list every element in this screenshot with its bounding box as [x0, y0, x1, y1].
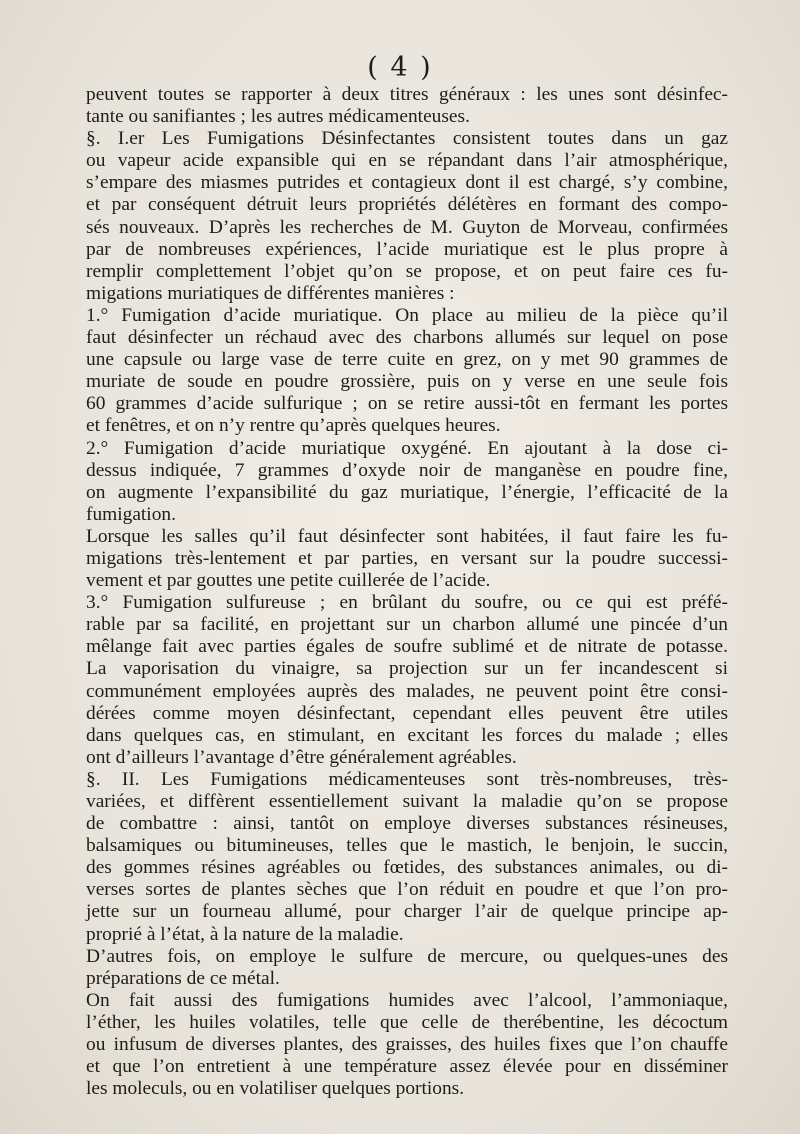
text-line: 60 grammes d’acide sulfurique ; on se retire aussi-tôt en fermant les portes — [86, 393, 728, 415]
text-line: par de nombreuses expériences, l’acide muriatique est le plus propre à — [86, 238, 728, 260]
text-line: les moleculs, ou en volatiliser quelques portions. — [86, 1078, 465, 1100]
text-line: et fenêtres, et on n’y rentre qu’après quelques heures. — [86, 415, 501, 437]
text-line: fumigation. — [86, 503, 176, 525]
text-line: Lorsque les salles qu’il faut désinfecter sont habitées, il faut faire les fu- — [86, 525, 728, 547]
text-line: balsamiques ou bitumineuses, telles que le mastich, le benjoin, le succin, — [86, 835, 728, 857]
text-line: On fait aussi des fumigations humides avec l’alcool, l’ammoniaque, — [86, 989, 728, 1011]
text-line: verses sortes de plantes sèches que l’on réduit en poudre et que l’on pro- — [86, 879, 728, 901]
text-line: préparations de ce métal. — [86, 967, 280, 989]
text-line: communément employées auprès des malades, ne peuvent point être consi- — [86, 680, 728, 702]
section-heading-line: §. II. Les Fumigations médicamenteuses sont très-nombreuses, très- — [86, 768, 728, 790]
text-line: dans quelques cas, en stimulant, en excitant les forces du malade ; elles — [86, 724, 728, 746]
text-line: 1.° Fumigation d’acide muriatique. On place au milieu de la pièce qu’il — [86, 304, 728, 326]
text-line: 2.° Fumigation d’acide muriatique oxygéné. En ajoutant à la dose ci- — [86, 437, 728, 459]
text-line: dérées comme moyen désinfectant, cependant elles peuvent être utiles — [86, 702, 728, 724]
text-line: sés nouveaux. D’après les recherches de M. Guyton de Morveau, confirmées — [86, 216, 728, 238]
text-line: faut désinfecter un réchaud avec des charbons allumés sur lequel on pose — [86, 327, 728, 349]
text-line: variées, et diffèrent essentiellement suivant la maladie qu’on se propose — [86, 791, 728, 812]
text-line: ou infusum de diverses plantes, des graisses, des huiles fixes que l’on chauffe — [86, 1034, 728, 1056]
text-line: ou vapeur acide expansible qui en se répandant dans l’air atmosphérique, — [86, 150, 728, 172]
text-line: s’empare des miasmes putrides et contagieux dont il est chargé, s’y combine, — [86, 172, 728, 194]
text-line: muriate de soude en poudre grossière, puis on y verse en une seule fois — [86, 371, 728, 393]
text-line: proprié à l’état, à la nature de la maladie. — [86, 923, 404, 945]
text-line: D’autres fois, on employe le sulfure de mercure, ou quelques-unes des — [86, 945, 728, 967]
text-line: vement et par gouttes une petite cuillerée de l’acide. — [86, 570, 491, 592]
text-line: une capsule ou large vase de terre cuite en grez, on y met 90 grammes de — [86, 349, 728, 371]
text-line: migations muriatiques de différentes manières : — [86, 282, 455, 304]
page-number: ( 4 ) — [367, 52, 433, 83]
text-line: de combattre : ainsi, tantôt on employe diverses substances résineuses, — [86, 813, 728, 835]
text-line: La vaporisation du vinaigre, sa projection sur un fer incandescent si — [86, 658, 728, 680]
text-line: l’éther, les huiles volatiles, telle que celle de therébentine, les décoctum — [86, 1011, 728, 1033]
text-line: rable par sa facilité, en projettant sur un charbon allumé une pincée d’un — [86, 614, 728, 636]
text-line: et par conséquent détruit leurs propriétés délétères en formant des compo- — [86, 194, 728, 216]
text-line: 3.° Fumigation sulfureuse ; en brûlant du soufre, ou ce qui est préfé- — [86, 592, 728, 614]
text-line: peuvent toutes se rapporter à deux titres généraux : les unes sont désinfec- — [86, 84, 728, 105]
text-line: remplir complettement l’objet qu’on se propose, et on peut faire ces fu- — [86, 260, 728, 282]
text-line: on augmente l’expansibilité du gaz muriatique, l’énergie, l’efficacité de la — [86, 481, 728, 503]
text-line: mêlange fait avec parties égales de soufre sublimé et de nitrate de potasse. — [86, 636, 728, 658]
text-line: dessus indiquée, 7 grammes d’oxyde noir de manganèse en poudre fine, — [86, 459, 728, 481]
section-heading-line: §. I.er Les Fumigations Désinfectantes consistent toutes dans un gaz — [86, 128, 728, 150]
text-line: jette sur un fourneau allumé, pour charger l’air de quelque principe ap- — [86, 901, 728, 923]
text-line: tante ou sanifiantes ; les autres médicamenteuses. — [86, 106, 470, 128]
text-line: et que l’on entretient à une température assez élevée pour en disséminer — [86, 1056, 728, 1078]
body-text — [86, 84, 728, 1100]
text-line: ont d’ailleurs l’avantage d’être généralement agréables. — [86, 746, 517, 768]
text-line: des gommes résines agréables ou fœtides, des substances animales, ou di- — [86, 857, 728, 879]
text-line: migations très-lentement et par parties, en versant sur la poudre successi- — [86, 547, 728, 569]
